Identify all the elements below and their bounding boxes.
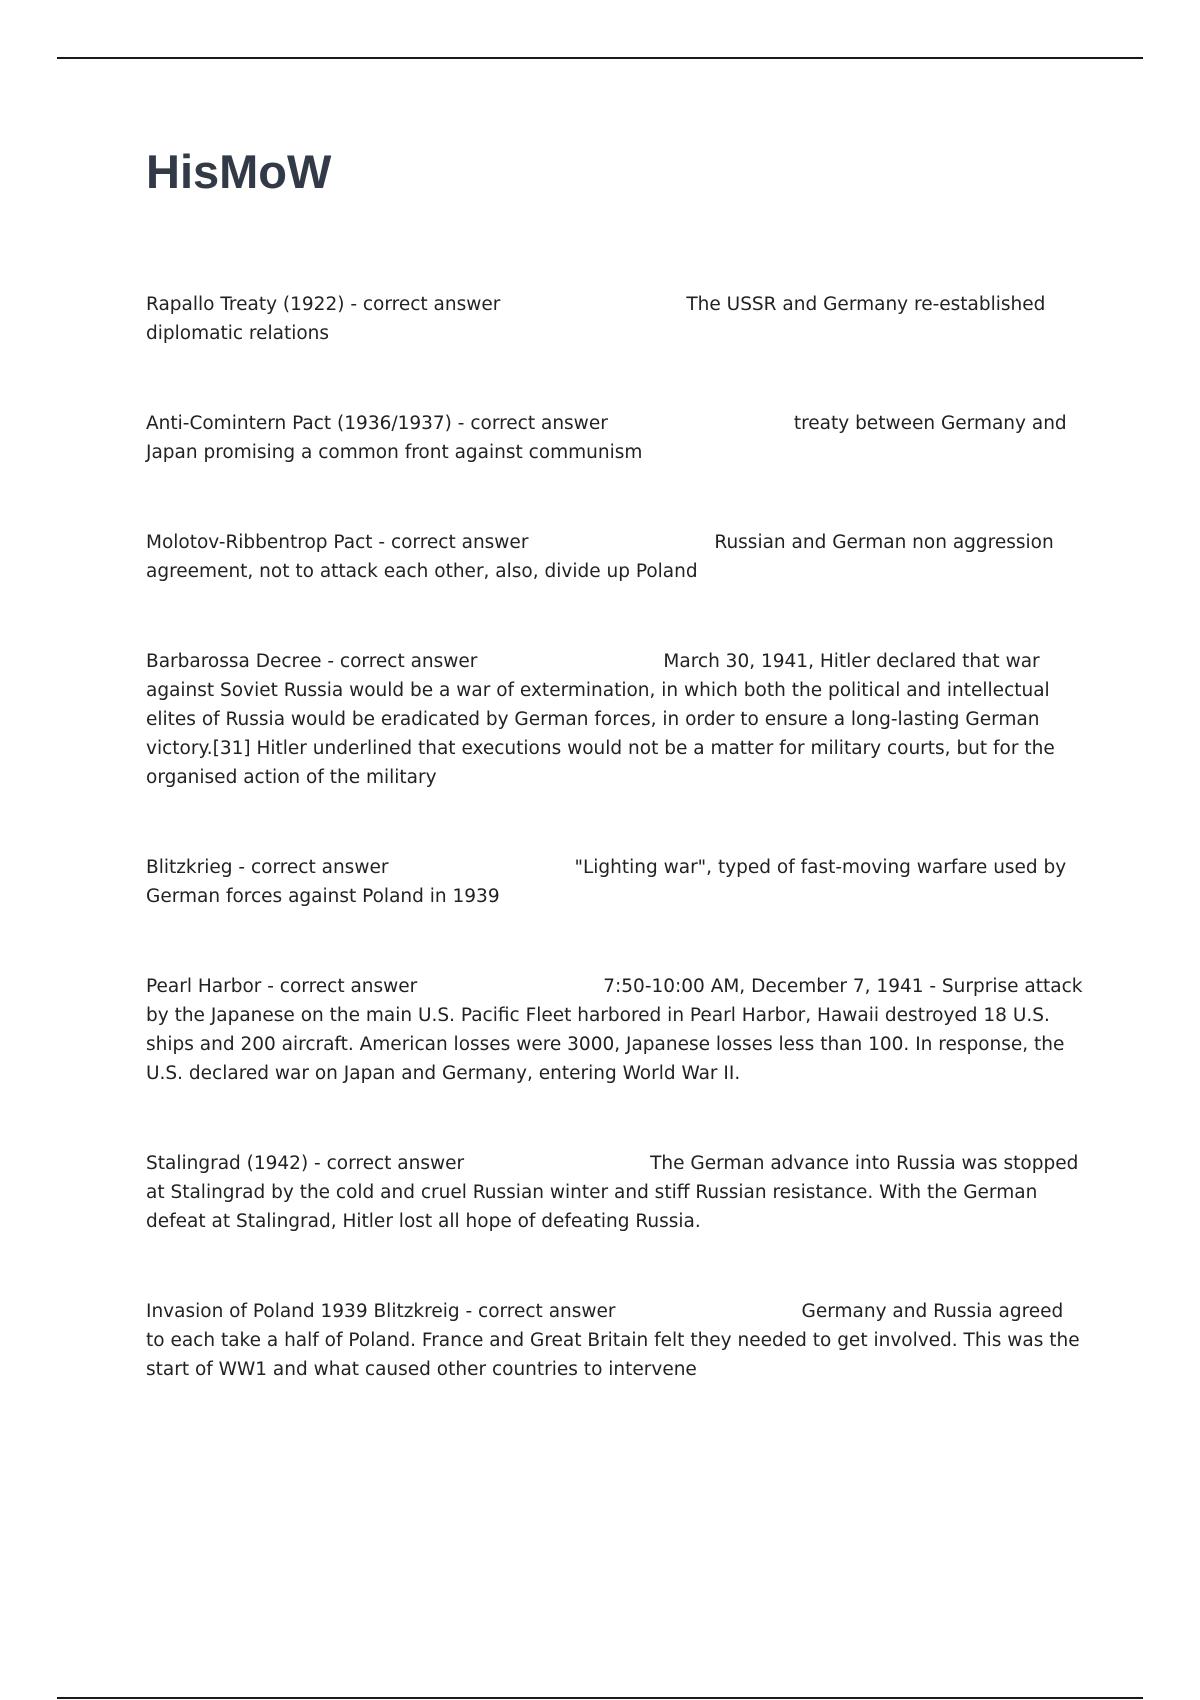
entry-definition: treaty between Germany and Japan promising a common front against communism — [146, 413, 1067, 463]
document-title: HisMoW — [146, 145, 332, 198]
entry-barbarossa-decree — [146, 647, 1086, 792]
entry-term: Rapallo Treaty (1922) - correct answer — [146, 294, 501, 315]
entry-anti-comintern-pact — [146, 409, 1086, 467]
entry-term: Molotov-Ribbentrop Pact - correct answer — [146, 532, 529, 553]
entry-term: Pearl Harbor - correct answer — [146, 976, 418, 997]
entry-term: Anti-Comintern Pact (1936/1937) - correct answer — [146, 413, 608, 434]
entry-molotov-ribbentrop-pact — [146, 528, 1086, 586]
top-rule — [57, 57, 1143, 59]
entry-term: Barbarossa Decree - correct answer — [146, 651, 478, 672]
entry-term: Invasion of Poland 1939 Blitzkreig - correct answer — [146, 1301, 616, 1322]
entry-definition: March 30, 1941, Hitler declared that war against Soviet Russia would be a war of extermination, in which both the political and intellectual elites of Russia would be eradicated by German forces, in order to ensure a long-lasting German victory.[31] Hitler underlined that executions would not be a matter for military courts, but for the organised action of the military — [146, 651, 1055, 788]
entry-stalingrad — [146, 1149, 1086, 1236]
entry-definition: Russian and German non aggression agreement, not to attack each other, also, divide up Poland — [146, 532, 1054, 582]
entry-blitzkrieg — [146, 853, 1086, 911]
entry-definition: The German advance into Russia was stopped at Stalingrad by the cold and cruel Russian winter and stiff Russian resistance. With the German defeat at Stalingrad, Hitler lost all hope of defeating Russia. — [146, 1153, 1079, 1232]
entry-term: Blitzkrieg - correct answer — [146, 857, 389, 878]
bottom-rule — [57, 1697, 1143, 1699]
entry-definition: Germany and Russia agreed to each take a half of Poland. France and Great Britain felt they needed to get involved. This was the start of WW1 and what caused other countries to intervene — [146, 1301, 1080, 1380]
entry-term: Stalingrad (1942) - correct answer — [146, 1153, 465, 1174]
entry-definition: 7:50-10:00 AM, December 7, 1941 - Surprise attack by the Japanese on the main U.S. Pacific Fleet harbored in Pearl Harbor, Hawaii destroyed 18 U.S. ships and 200 aircraft. American losses were 3000, Japanese losses less than 100. In response, the U.S. declared war on Japan and Germany, entering World War II. — [146, 976, 1083, 1084]
entry-definition: The USSR and Germany re-established diplomatic relations — [146, 294, 1046, 344]
entry-rapallo-treaty — [146, 290, 1086, 348]
entry-invasion-of-poland — [146, 1297, 1086, 1384]
entry-list — [146, 290, 1086, 1445]
entry-pearl-harbor — [146, 972, 1086, 1088]
entry-definition: "Lighting war", typed of fast-moving warfare used by German forces against Poland in 1939 — [146, 857, 1067, 907]
